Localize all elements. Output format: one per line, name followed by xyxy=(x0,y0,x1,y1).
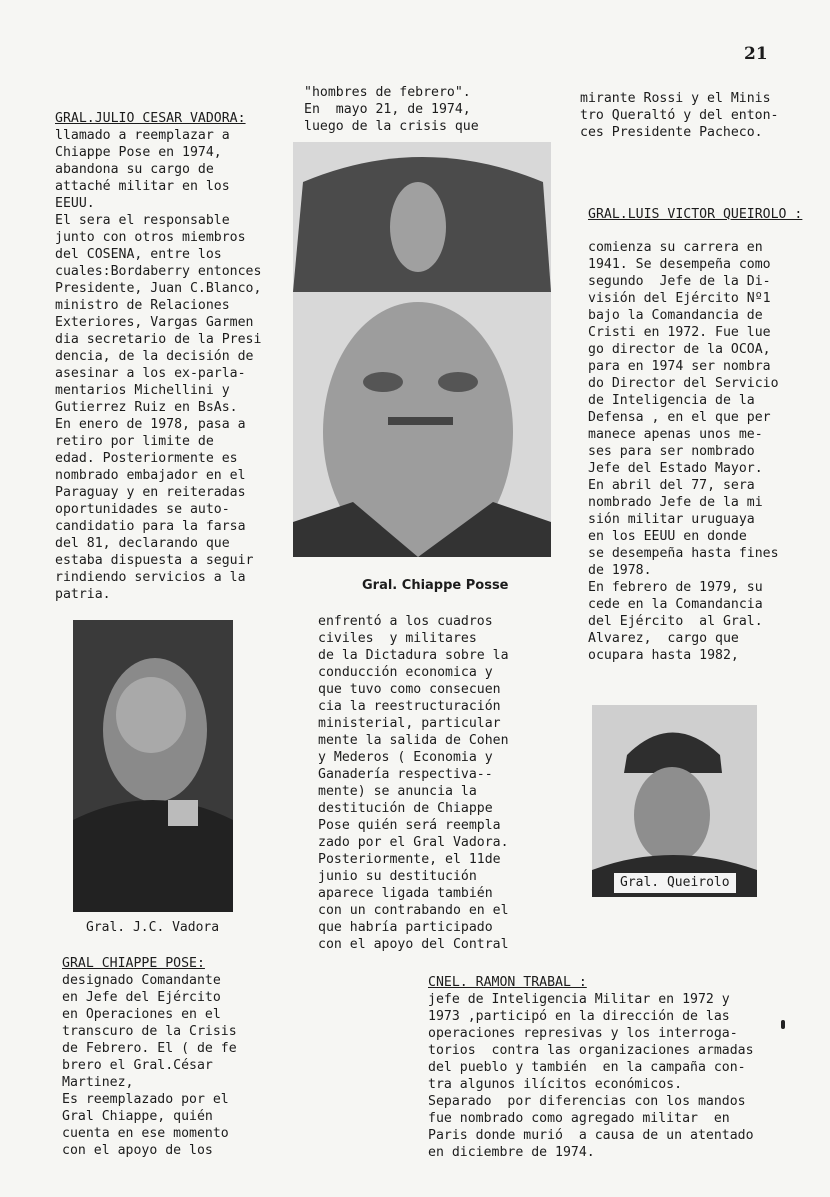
chiappe-pose-heading: GRAL CHIAPPE POSE: xyxy=(62,956,205,971)
queirolo-caption: Gral. Queirolo xyxy=(620,875,730,890)
queirolo-heading: GRAL.LUIS VICTOR QUEIROLO : xyxy=(588,207,803,222)
trabal-heading: CNEL. RAMON TRABAL : xyxy=(428,975,587,990)
right-top-text: mirante Rossi y el Minis tro Queraltó y del enton- ces Presidente Pacheco. xyxy=(580,91,779,140)
vadora-heading: GRAL.JULIO CESAR VADORA: xyxy=(55,111,246,126)
queirolo-photo xyxy=(592,705,757,897)
vadora-caption: Gral. J.C. Vadora xyxy=(86,920,220,935)
chiappe-pose-text: designado Comandante en Jefe del Ejército en Operaciones en el transcuro de la Crisis de Febrero. El ( de fe brero el Gral.César Martinez, Es reemplazado por el Gral Chiappe, quién cuenta en ese momento con el apoyo de los xyxy=(62,973,237,1158)
page-number: 21 xyxy=(744,44,768,64)
chiappe-posse-photo xyxy=(293,142,551,557)
vadora-photo xyxy=(73,620,233,912)
chiappe-posse-caption: Gral. Chiappe Posse xyxy=(362,578,509,593)
ink-mark xyxy=(781,1020,785,1029)
queirolo-text: comienza su carrera en 1941. Se desempeña como segundo Jefe de la Di- visión del Ejército Nº1 bajo la Comandancia de Cristi en 1972. Fue lue go director de la OCOA, para en 1974 ser nombra do Director del Servicio de Inteligencia de la Defensa , en el que per manece apenas unos me- ses para ser nombrado Jefe del Estado Mayor. En abril del 77, sera nombrado Jefe de la mi sión militar uruguaya en los EEUU en donde se desempeña hasta fines de 1978. En febrero de 1979, su cede en la Comandancia del Ejército al Gral. Alvarez, cargo que ocupara hasta 1982, xyxy=(588,240,779,663)
trabal-text: jefe de Inteligencia Militar en 1972 y 1973 ,participó en la dirección de las operaciones represivas y los interroga- torios contra las organizaciones armadas del pueblo y también en la campaña con- tra algunos ilícitos económicos. Separado por diferencias con los mandos fue nombrado como agregado militar en Paris donde murió a causa de un atentado en diciembre de 1974. xyxy=(428,992,754,1160)
middle-top-text: "hombres de febrero". En mayo 21, de 1974, luego de la crisis que xyxy=(304,85,479,134)
vadora-text: llamado a reemplazar a Chiappe Pose en 1974, abandona su cargo de attaché militar en los EEUU. El sera el responsable junto con otros miembros del COSENA, entre los cuales:Bordaberry entonces Presidente, Juan C.Blanco, ministro de Relaciones Exteriores, Vargas Garmen dia secretario de la Presi dencia, de la decisión de asesinar a los ex-parla- mentarios Michellini y Gutierrez Ruiz en BsAs. En enero de 1978, pasa a retiro por limite de edad. Posteriormente es nombrado embajador en el Paraguay y en reiteradas oportunidades se auto- candidatio para la farsa del 81, declarando que estaba dispuesta a seguir rindiendo servicios a la patria. xyxy=(55,128,262,602)
middle-bottom-text: enfrentó a los cuadros civiles y militares de la Dictadura sobre la conducción economica y que tuvo como consecuen cia la reestructuración ministerial, particular mente la salida de Cohen y Mederos ( Economia y Ganadería respectiva-- mente) se anuncia la destitución de Chiappe Pose quién será reempla zado por el Gral Vadora. Posteriormente, el 11de junio su destitución aparece ligada también con un contrabando en el que habría participado con el apoyo del Contral xyxy=(318,614,509,952)
